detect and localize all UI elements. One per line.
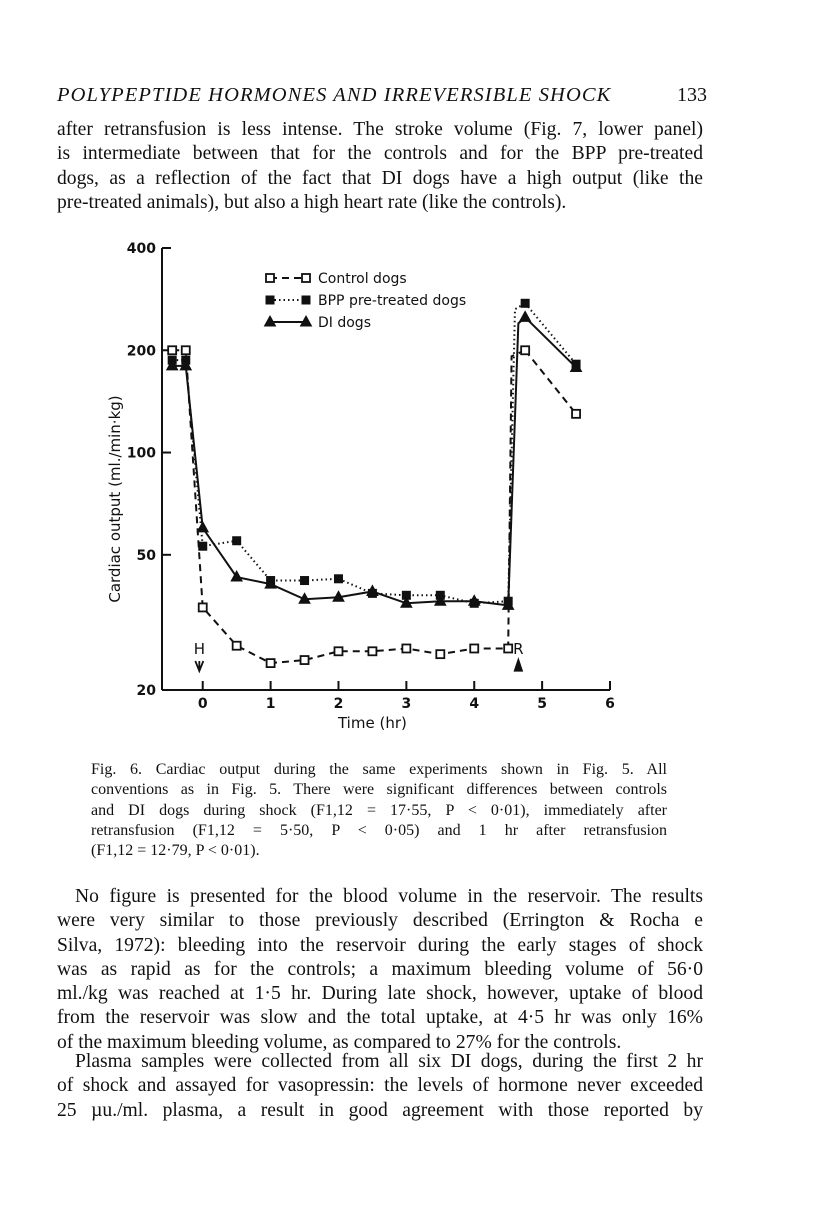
x-tick-label: 5 <box>537 696 547 712</box>
text-line: of the maximum bleeding volume, as compared to 27% for the controls. <box>57 1031 622 1053</box>
legend-marker <box>302 274 310 282</box>
paragraph-stroke-volume <box>57 118 703 215</box>
control-series <box>168 346 580 667</box>
legend-marker <box>266 296 274 304</box>
chart-axes <box>162 248 610 690</box>
di-series-line <box>172 366 508 606</box>
text-line: was as rapid as for the controls; a maximum bleeding volume of 56·0 <box>57 958 703 980</box>
control-series-point <box>301 656 309 664</box>
cardiac-output-chart <box>0 230 816 760</box>
text-line: pre-treated animals), but also a high heart rate (like the controls). <box>57 191 567 213</box>
legend-entry-bpp-series <box>266 293 466 309</box>
chart-series <box>167 299 582 667</box>
control-series-point <box>334 647 342 655</box>
retransfusion-marker-label: R <box>513 640 524 658</box>
control-series-point <box>267 659 275 667</box>
x-tick-label: 4 <box>469 696 480 712</box>
bpp-series-line <box>172 360 508 603</box>
x-tick-label: 3 <box>401 696 412 712</box>
control-series-point <box>521 346 529 354</box>
y-tick-label: 200 <box>126 343 156 360</box>
control-series-point <box>182 346 190 354</box>
text-line: 25 µu./ml. plasma, a result in good agreement with those reported by <box>57 1099 703 1121</box>
control-series-point <box>572 410 580 418</box>
y-axis-title: Cardiac output (ml./min·kg) <box>106 395 124 603</box>
x-tick-label: 2 <box>333 696 344 712</box>
paragraph-vasopressin <box>57 1050 703 1123</box>
control-series-line <box>172 350 508 663</box>
x-tick-label: 0 <box>197 696 208 712</box>
control-series-point <box>402 644 410 652</box>
control-series-point <box>470 644 478 652</box>
caption-line: (F1,12 = 12·79, P < 0·01). <box>91 842 260 860</box>
paragraph-blood-volume <box>57 885 703 1055</box>
di-series <box>167 311 582 609</box>
running-title: POLYPEPTIDE HORMONES AND IRREVERSIBLE SHOCK <box>57 84 612 106</box>
running-header <box>57 84 707 110</box>
x-tick-label: 1 <box>265 696 276 712</box>
y-tick-label: 20 <box>136 683 156 699</box>
control-series-point <box>199 603 207 611</box>
text-line: of shock and assayed for vasopressin: the levels of hormone never exceeded <box>57 1075 703 1097</box>
x-tick-label: 6 <box>605 696 615 712</box>
legend-entry-di-series <box>265 315 372 331</box>
control-series-point <box>368 647 376 655</box>
bpp-series-point <box>334 575 342 583</box>
y-tick-label: 50 <box>136 547 156 564</box>
y-tick-label: 100 <box>126 445 156 462</box>
text-line: Silva, 1972): bleeding into the reservoir during the early stages of shock <box>57 934 703 956</box>
chart-legend <box>265 271 467 331</box>
legend-label: BPP pre-treated dogs <box>318 293 467 309</box>
control-series-point <box>436 650 444 658</box>
caption-line: retransfusion (F1,12 = 5·50, P < 0·05) and 1 hr after retransfusion <box>91 821 667 839</box>
di-series-point <box>520 311 531 321</box>
figure-caption <box>91 760 667 861</box>
control-series-point <box>168 346 176 354</box>
page-number: 133 <box>677 84 707 106</box>
text-line: is intermediate between that for the controls and for the BPP pre-treated <box>57 143 703 165</box>
text-line: Plasma samples were collected from all six DI dogs, during the first 2 hr <box>75 1051 703 1072</box>
bpp-series-point <box>521 299 529 307</box>
figure-6-chart <box>0 230 816 760</box>
di-series-point <box>197 522 208 532</box>
text-line: from the reservoir was slow and the total uptake, at 4·5 hr was only 16% <box>57 1007 703 1029</box>
text-line: ml./kg was reached at 1·5 hr. During late shock, however, uptake of blood <box>57 983 703 1005</box>
control-series-point <box>504 644 512 652</box>
legend-marker <box>302 296 310 304</box>
legend-label: Control dogs <box>318 271 407 287</box>
caption-line: and DI dogs during shock (F1,12 = 17·55, P < 0·01), immediately after <box>91 801 667 819</box>
haemorrhage-marker-arrow <box>195 661 203 671</box>
text-line: dogs, as a reflection of the fact that DI dogs have a high output (like the <box>57 167 703 189</box>
text-line: were very similar to those previously described (Errington & Rocha e <box>57 910 703 932</box>
legend-label: DI dogs <box>318 315 371 331</box>
caption-line: conventions as in Fig. 5. There were significant differences between controls <box>91 781 667 799</box>
bpp-series-point <box>199 542 207 550</box>
bpp-series-point <box>301 577 309 585</box>
text-line: after retransfusion is less intense. The stroke volume (Fig. 7, lower panel) <box>57 119 703 140</box>
haemorrhage-marker-label: H <box>193 640 205 658</box>
retransfusion-marker-arrow <box>514 659 522 671</box>
y-tick-label: 400 <box>126 241 156 257</box>
bpp-series-point <box>233 537 241 545</box>
bpp-series-line <box>525 303 576 364</box>
x-axis-title: Time (hr) <box>337 714 407 732</box>
legend-marker <box>266 274 274 282</box>
caption-line: Fig. 6. Cardiac output during the same experiments shown in Fig. 5. All <box>91 761 667 778</box>
control-series-point <box>233 642 241 650</box>
legend-entry-control-series <box>266 271 407 287</box>
text-line: No figure is presented for the blood volume in the reservoir. The results <box>75 886 703 907</box>
